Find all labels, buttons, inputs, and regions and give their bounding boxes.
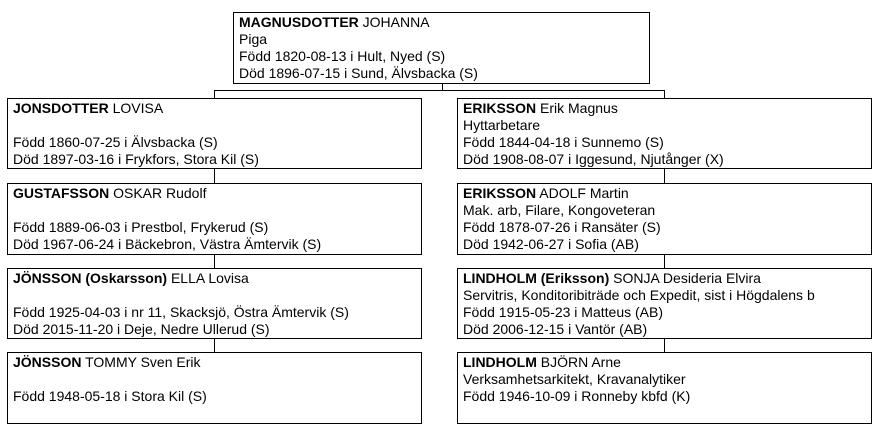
person-name <box>13 354 416 371</box>
person-left-1[interactable] <box>7 98 422 169</box>
given-name: BJÖRN Arne <box>540 354 621 370</box>
birth: Född 1820-08-13 i Hult, Nyed (S) <box>239 48 446 64</box>
surname: ERIKSSON <box>463 185 537 201</box>
surname: LINDHOLM <box>463 354 537 370</box>
surname: ERIKSSON <box>463 100 537 116</box>
person-name <box>13 270 416 287</box>
branch-left-drop <box>214 90 215 98</box>
birth: Född 1860-07-25 i Älvsbacka (S) <box>13 134 218 150</box>
surname: GUSTAFSSON <box>13 185 110 201</box>
given-name: Erik Magnus <box>540 100 618 116</box>
person-right-4[interactable] <box>457 352 872 424</box>
branch-right-drop <box>664 90 665 98</box>
connector-right-2 <box>664 255 665 268</box>
connector-left-2 <box>214 255 215 268</box>
surname: JONSDOTTER <box>13 100 109 116</box>
person-root[interactable] <box>233 12 650 84</box>
birth: Född 1948-05-18 i Stora Kil (S) <box>13 388 207 404</box>
person-right-1[interactable] <box>457 98 872 169</box>
surname: MAGNUSDOTTER <box>239 14 359 30</box>
person-name <box>463 185 866 202</box>
connector-left-1 <box>214 169 215 183</box>
given-name: ADOLF Martin <box>539 185 629 201</box>
occupation: Mak. arb, Filare, Kongoveteran <box>463 202 656 218</box>
occupation: Verksamhetsarkitekt, Kravanalytiker <box>463 371 686 387</box>
root-stem <box>442 83 443 90</box>
occupation <box>13 202 416 219</box>
given-name: JOHANNA <box>362 14 430 30</box>
occupation <box>13 117 416 134</box>
occupation: Servitris, Konditoribiträde och Expedit, sist i Högdalens b <box>463 287 815 303</box>
connector-right-3 <box>664 339 665 352</box>
person-right-2[interactable] <box>457 183 872 255</box>
birth: Född 1946-10-09 i Ronneby kbfd (K) <box>463 388 691 404</box>
birth: Född 1925-04-03 i nr 11, Skacksjö, Östra Ämtervik (S) <box>13 304 349 320</box>
person-left-3[interactable] <box>7 268 422 339</box>
person-left-2[interactable] <box>7 183 422 255</box>
death: Död 2006-12-15 i Vantör (AB) <box>463 321 648 337</box>
death: Död 1897-03-16 i Frykfors, Stora Kil (S) <box>13 151 259 167</box>
person-left-4[interactable] <box>7 352 422 424</box>
given-name: OSKAR Rudolf <box>113 185 207 201</box>
connector-right-1 <box>664 169 665 183</box>
birth: Född 1915-05-23 i Matteus (AB) <box>463 304 663 320</box>
given-name: SONJA Desideria Elvira <box>613 270 761 286</box>
person-name <box>13 100 416 117</box>
death: Död 1896-07-15 i Sund, Älvsbacka (S) <box>239 65 478 81</box>
birth: Född 1844-04-18 i Sunnemo (S) <box>463 134 664 150</box>
surname: LINDHOLM (Eriksson) <box>463 270 610 286</box>
occupation: Hyttarbetare <box>463 117 541 133</box>
person-name <box>463 100 866 117</box>
given-name: ELLA Lovisa <box>170 270 249 286</box>
surname: JÖNSSON (Oskarsson) <box>13 270 168 286</box>
birth: Född 1878-07-26 i Ransäter (S) <box>463 219 661 235</box>
branch-horizontal <box>214 90 665 91</box>
person-right-3[interactable] <box>457 268 872 339</box>
surname: JÖNSSON <box>13 354 82 370</box>
death: Död 1967-06-24 i Bäckebron, Västra Ämtervik (S) <box>13 236 322 252</box>
birth: Född 1889-06-03 i Prestbol, Frykerud (S) <box>13 219 269 235</box>
death: Död 1942-06-27 i Sofia (AB) <box>463 236 639 252</box>
person-name <box>13 185 416 202</box>
given-name: TOMMY Sven Erik <box>85 354 201 370</box>
person-name <box>239 14 644 31</box>
death: Död 2015-11-20 i Deje, Nedre Ullerud (S) <box>13 321 270 337</box>
occupation <box>13 287 416 304</box>
connector-left-3 <box>214 339 215 352</box>
occupation <box>13 371 416 388</box>
death: Död 1908-08-07 i Iggesund, Njutånger (X) <box>463 151 724 167</box>
given-name: LOVISA <box>112 100 164 116</box>
person-name <box>463 270 866 287</box>
person-name <box>463 354 866 371</box>
occupation: Piga <box>239 31 268 47</box>
